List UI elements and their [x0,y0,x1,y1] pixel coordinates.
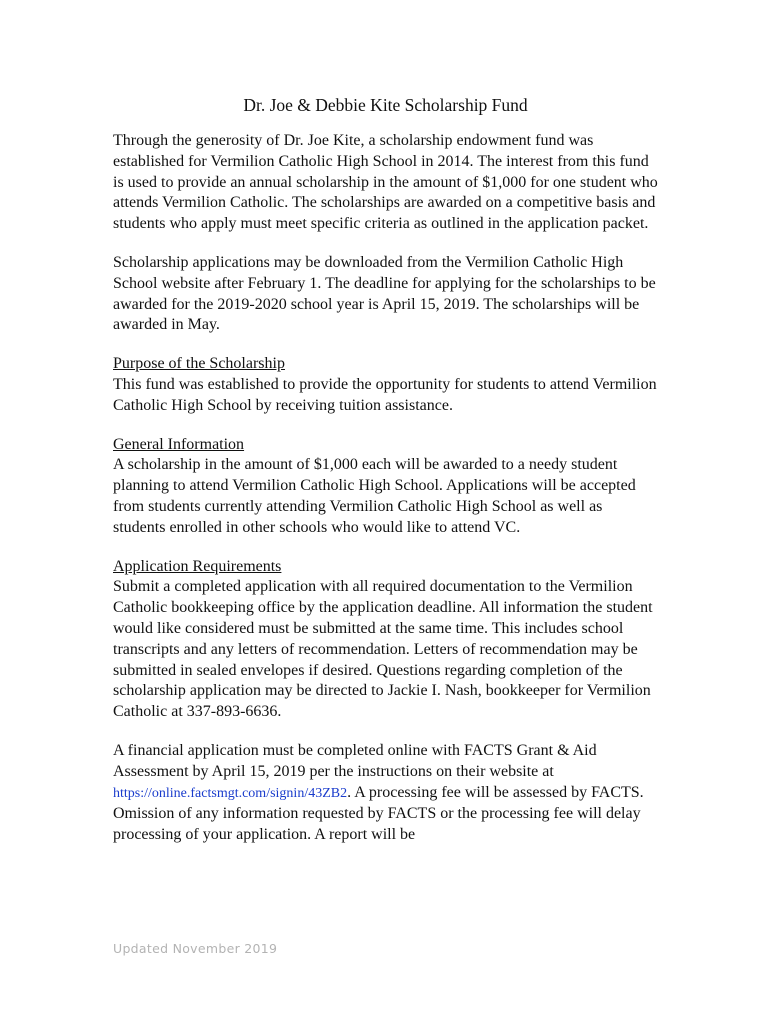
purpose-section [113,354,658,416]
financial-text-before: A financial application must be completed online with FACTS Grant & Aid Assessment by April 15, 2019 per the instructions on their website at [113,741,597,780]
applications-paragraph: Scholarship applications may be downloaded from the Vermilion Catholic High School website after February 1. The deadline for applying for the scholarships to be awarded for the 2019-2020 school year is April 15, 2019. The scholarships will be awarded in May. [113,253,656,334]
financial-text-after: . A processing fee will be assessed by FACTS. Omission of any information requested by FACTS or the processing fee will delay processing of your application. A report will be [113,783,644,844]
intro-paragraph: Through the generosity of Dr. Joe Kite, a scholarship endowment fund was established for Vermilion Catholic High School in 2014. The interest from this fund is used to provide an annual scholarship in the amount of $1,000 for one student who attends Vermilion Catholic. The scholarships are awarded on a competitive basis and students who apply must meet specific criteria as outlined in the application packet. [113,132,658,233]
general-heading: General Information [113,435,245,453]
purpose-body: This fund was established to provide the opportunity for students to attend Vermilion Catholic High School by receiving tuition assistance. [113,375,657,414]
requirements-body: Submit a completed application with all required documentation to the Vermilion Catholic bookkeeping office by the application deadline. All information the student would like considered must be submitted at the same time. This includes school transcripts and any letters of recommendation. Letters of recommendation may be submitted in sealed envelopes if desired. Questions regarding completion of the scholarship application may be directed to Jackie I. Nash, bookkeeper for Vermilion Catholic at 337-893-6636. [113,578,653,721]
financial-paragraph [113,741,658,846]
document-page [113,93,658,846]
general-body: A scholarship in the amount of $1,000 each will be awarded to a needy student planning to attend Vermilion Catholic High School. Applications will be accepted from students currently attending Vermilion Catholic High School as well as students enrolled in other schools who would like to attend VC. [113,456,636,536]
general-section [113,435,658,539]
purpose-heading: Purpose of the Scholarship [113,355,285,373]
document-title: Dr. Joe & Debbie Kite Scholarship Fund [243,95,528,115]
facts-link[interactable]: https://online.factsmgt.com/signin/43ZB2 [113,785,348,801]
requirements-heading: Application Requirements [113,557,282,575]
requirements-section [113,557,658,723]
footer-updated: Updated November 2019 [113,941,278,956]
